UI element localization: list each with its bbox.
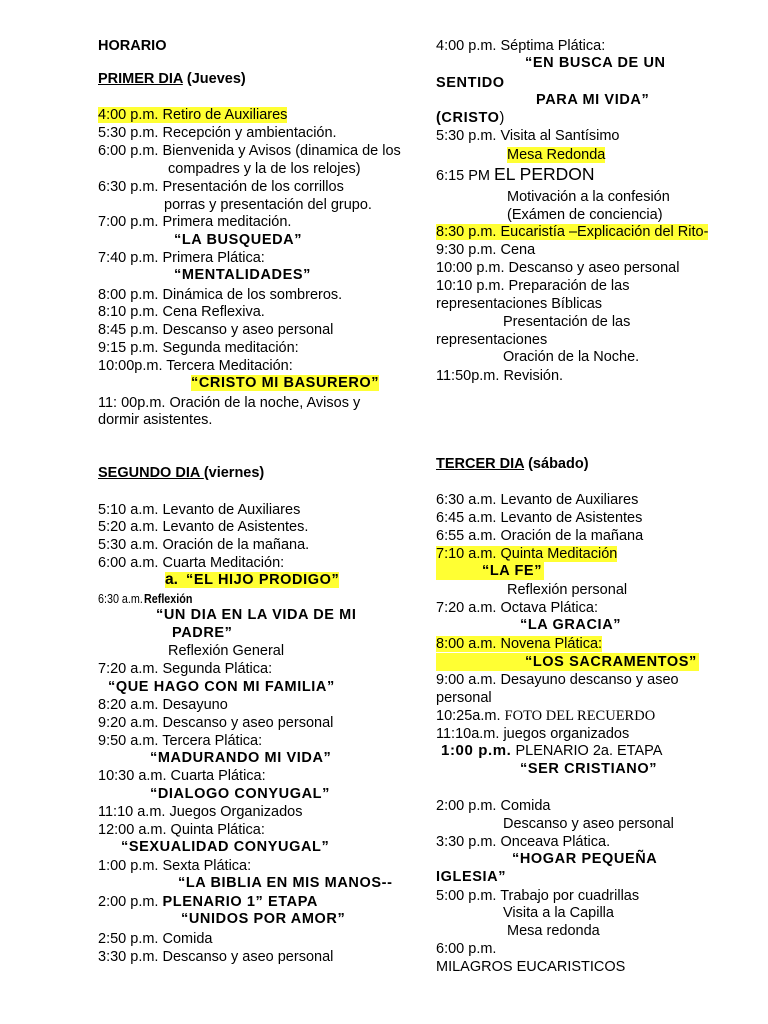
day1-title: PRIMER DIA	[98, 71, 183, 87]
day3-title: TERCER DIA	[436, 456, 525, 472]
talk-title: “LA FE”	[436, 562, 544, 580]
schedule-line: 12:00 a.m. Quinta Plática:	[98, 822, 265, 838]
schedule-line: Visita a la Capilla	[503, 905, 614, 921]
schedule-line: porras y presentación del grupo.	[164, 197, 372, 213]
schedule-line: 3:30 p.m. Descanso y aseo personal	[98, 949, 334, 965]
schedule-line: 5:30 p.m. Recepción y ambientación.	[98, 125, 337, 141]
schedule-line: 6:15 PM EL PERDON	[436, 164, 595, 184]
schedule-line: 6:30 a.m.Reflexión	[98, 592, 193, 606]
schedule-line: 6:00 p.m. Bienvenida y Avisos (dinamica de los	[98, 143, 401, 159]
schedule-line: 10:30 a.m. Cuarta Plática:	[98, 768, 266, 784]
schedule-line: 9:50 a.m. Tercera Plática:	[98, 733, 263, 749]
schedule-line: 9:30 p.m. Cena	[436, 242, 536, 258]
schedule-line: 7:10 a.m. Quinta Meditación	[436, 546, 618, 562]
schedule-line: Mesa Redonda	[507, 147, 606, 163]
schedule-line: 6:30 a.m. Levanto de Auxiliares	[436, 492, 639, 508]
talk-title: PARA MI VIDA”	[536, 92, 650, 108]
day1-subtitle: (Jueves)	[182, 71, 246, 87]
schedule-line: 2:00 p.m. Comida	[436, 798, 551, 814]
schedule-line: representaciones	[436, 332, 548, 348]
schedule-line: 6:00 p.m.	[436, 941, 497, 957]
talk-title: “LA GRACIA”	[520, 617, 622, 633]
schedule-line: 1:00 p.m. PLENARIO 2a. ETAPA	[441, 742, 663, 759]
schedule-line: 11:10a.m. juegos organizados	[436, 726, 630, 742]
schedule-line: 8:00 p.m. Dinámica de los sombreros.	[98, 287, 343, 303]
schedule-line: 8:00 a.m. Novena Plática:	[436, 636, 603, 652]
schedule-line: 6:55 a.m. Oración de la mañana	[436, 528, 644, 544]
schedule-line: 5:00 p.m. Trabajo por cuadrillas	[436, 888, 640, 904]
schedule-line: 8:30 p.m. Eucaristía –Explicación del Rito-	[436, 224, 709, 240]
schedule-line: 10:10 p.m. Preparación de las	[436, 278, 630, 294]
talk-title: “LA BUSQUEDA”	[174, 232, 303, 248]
day2-heading	[98, 464, 264, 482]
schedule-line: 7:20 a.m. Octava Plática:	[436, 600, 598, 616]
schedule-line: 6:30 p.m. Presentación de los corrillos	[98, 179, 344, 195]
schedule-line: Motivación a la confesión	[507, 189, 670, 205]
schedule-line: 2:50 p.m. Comida	[98, 931, 213, 947]
talk-title: “HOGAR PEQUEÑA	[512, 851, 658, 867]
schedule-line: 5:10 a.m. Levanto de Auxiliares	[98, 502, 301, 518]
schedule-line: Reflexión General	[168, 643, 285, 659]
talk-title: SENTIDO	[436, 75, 505, 91]
day2-title: SEGUNDO DIA	[98, 465, 204, 481]
talk-title: “UN DIA EN LA VIDA DE MI	[156, 607, 357, 623]
schedule-line: 8:10 p.m. Cena Reflexiva.	[98, 304, 265, 320]
schedule-line: MILAGROS EUCARISTICOS	[436, 959, 626, 975]
schedule-line: 4:00 p.m. Retiro de Auxiliares	[98, 107, 288, 123]
talk-title: “DIALOGO CONYUGAL”	[150, 786, 330, 802]
schedule-line: 1:00 p.m. Sexta Plática:	[98, 858, 252, 874]
schedule-line: Oración de la Noche.	[503, 349, 640, 365]
schedule-line: 6:45 a.m. Levanto de Asistentes	[436, 510, 643, 526]
schedule-line: 3:30 p.m. Onceava Plática.	[436, 834, 611, 850]
day3-subtitle: (sábado)	[524, 456, 589, 472]
schedule-line: dormir asistentes.	[98, 412, 213, 428]
talk-title: “SER CRISTIANO”	[520, 761, 658, 777]
talk-title: “QUE HAGO CON MI FAMILIA”	[108, 679, 335, 695]
schedule-line: 9:00 a.m. Desayuno descanso y aseo	[436, 672, 679, 688]
schedule-line: 10:25a.m. FOTO DEL RECUERDO	[436, 708, 656, 724]
day3-heading	[436, 455, 589, 473]
schedule-line: 7:40 p.m. Primera Plática:	[98, 250, 265, 266]
schedule-line: 2:00 p.m. PLENARIO 1” ETAPA	[98, 894, 318, 910]
schedule-line: 4:00 p.m. Séptima Plática:	[436, 38, 606, 54]
schedule-line: 8:45 p.m. Descanso y aseo personal	[98, 322, 334, 338]
schedule-line: Mesa redonda	[507, 923, 600, 939]
talk-title: PADRE”	[172, 625, 233, 641]
talk-title: “CRISTO MI BASURERO”	[191, 375, 380, 391]
schedule-line: 11: 00p.m. Oración de la noche, Avisos y	[98, 395, 361, 411]
schedule-line: (Exámen de conciencia)	[507, 207, 663, 223]
schedule-line: 10:00p.m. Tercera Meditación:	[98, 358, 293, 374]
day2-subtitle: (viernes)	[203, 465, 265, 481]
schedule-line: Descanso y aseo personal	[503, 816, 674, 832]
schedule-line: 9:20 a.m. Descanso y aseo personal	[98, 715, 334, 731]
schedule-line: 10:00 p.m. Descanso y aseo personal	[436, 260, 680, 276]
talk-title: (CRISTO)	[436, 110, 505, 126]
schedule-line: 11:10 a.m. Juegos Organizados	[98, 804, 303, 820]
schedule-line: 5:20 a.m. Levanto de Asistentes.	[98, 519, 309, 535]
talk-title: “LOS SACRAMENTOS”	[436, 653, 699, 671]
talk-title: “EN BUSCA DE UN	[525, 55, 666, 71]
schedule-line: 5:30 p.m. Visita al Santísimo	[436, 128, 620, 144]
day1-heading	[98, 70, 246, 88]
horario-heading: HORARIO	[98, 38, 167, 54]
schedule-line: 8:20 a.m. Desayuno	[98, 697, 228, 713]
schedule-line: 9:15 p.m. Segunda meditación:	[98, 340, 299, 356]
schedule-line: Presentación de las	[503, 314, 631, 330]
schedule-line: 6:00 a.m. Cuarta Meditación:	[98, 555, 285, 571]
talk-title: a. “EL HIJO PRODIGO”	[165, 571, 340, 588]
schedule-line: 7:00 p.m. Primera meditación.	[98, 214, 292, 230]
schedule-line: 5:30 a.m. Oración de la mañana.	[98, 537, 310, 553]
schedule-line: 11:50p.m. Revisión.	[436, 368, 564, 384]
schedule-line: 7:20 a.m. Segunda Plática:	[98, 661, 273, 677]
talk-title: “MENTALIDADES”	[174, 267, 312, 283]
talk-title: “MADURANDO MI VIDA”	[150, 750, 332, 766]
talk-title: “LA BIBLIA EN MIS MANOS--	[178, 875, 393, 891]
schedule-line: personal	[436, 690, 492, 706]
talk-title: IGLESIA”	[436, 869, 507, 885]
schedule-line: representaciones Bíblicas	[436, 296, 603, 312]
talk-title: “UNIDOS POR AMOR”	[181, 911, 346, 927]
schedule-line: compadres y la de los relojes)	[168, 161, 361, 177]
schedule-line: Reflexión personal	[507, 582, 628, 598]
talk-title: “SEXUALIDAD CONYUGAL”	[121, 839, 330, 855]
